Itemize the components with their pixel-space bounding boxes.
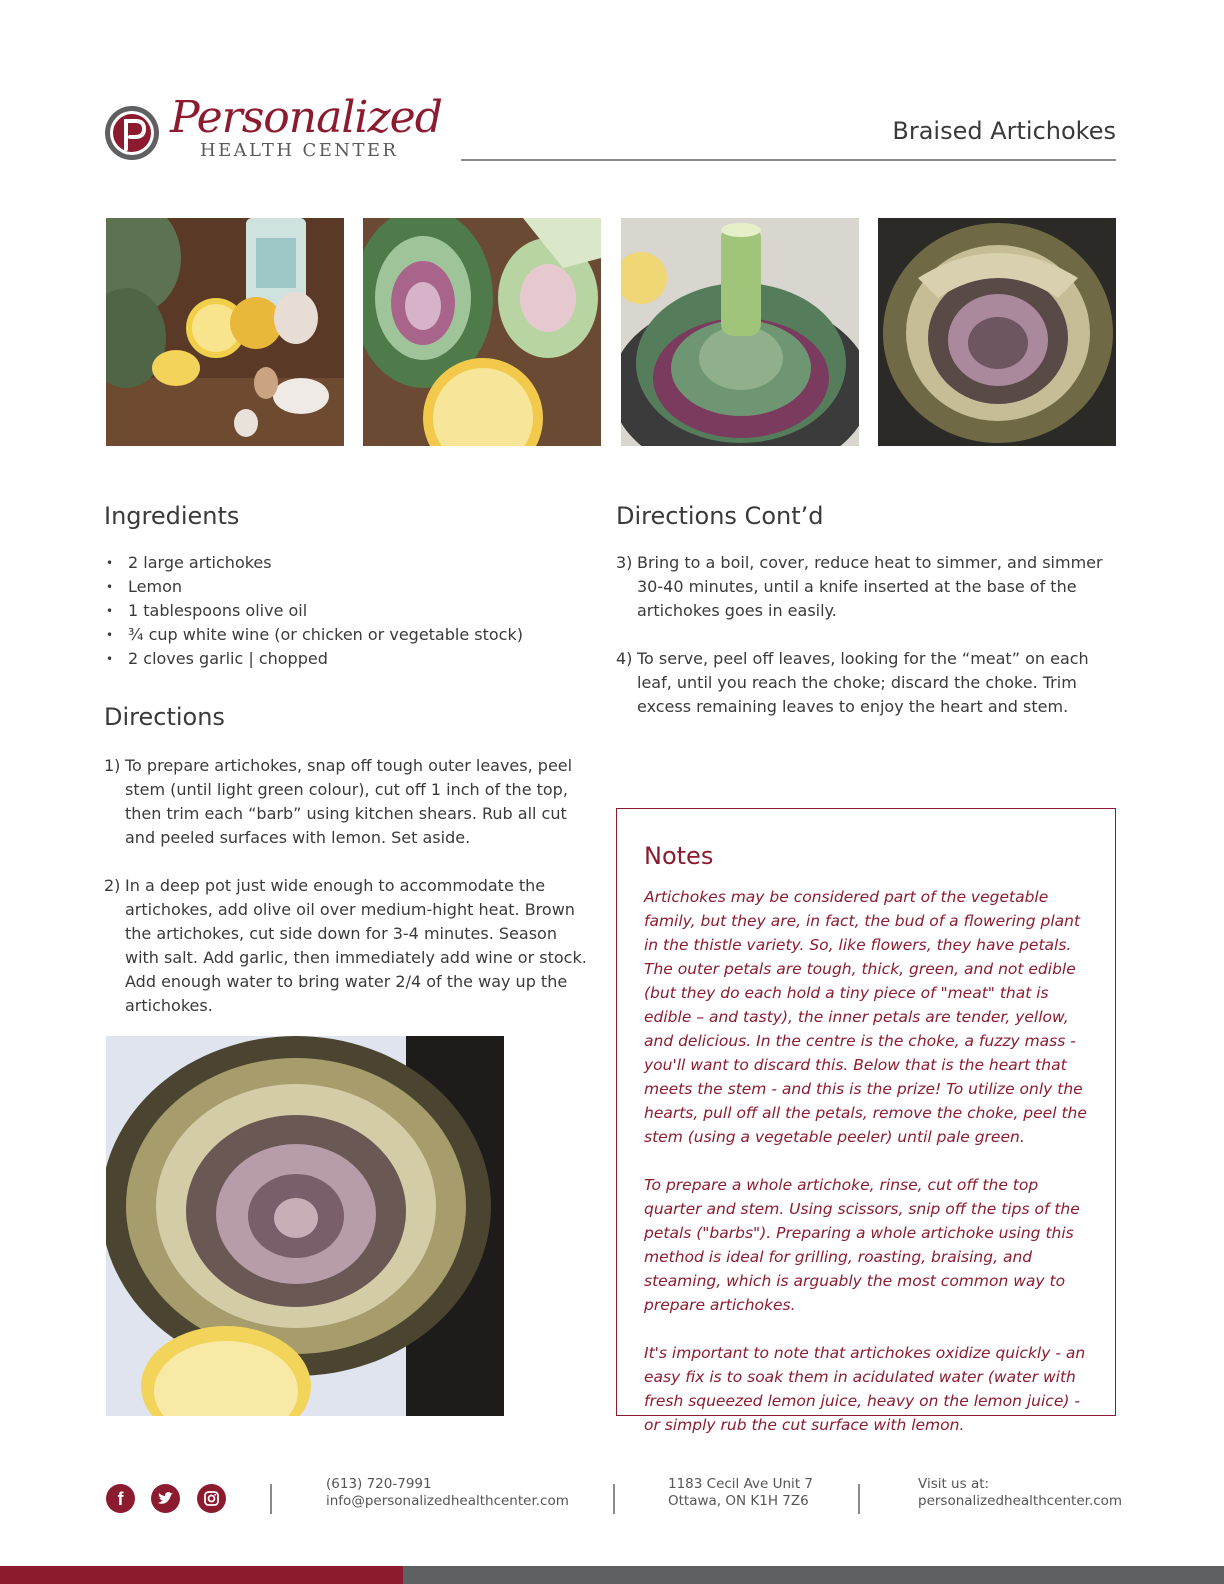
address-line-1: 1183 Cecil Ave Unit 7 [668,1476,813,1492]
footer-divider [858,1484,860,1514]
list-item: • 2 large artichokes [106,553,272,572]
instagram-icon[interactable] [197,1484,226,1513]
brand-logo [104,92,442,164]
artichoke-stem-photo [621,218,859,446]
artichokes-lemon-garlic-photo [106,218,344,446]
address-line-2: Ottawa, ON K1H 7Z6 [668,1493,809,1509]
braised-artichoke-closeup-photo [106,1036,504,1416]
twitter-icon[interactable] [151,1484,180,1513]
notes-paragraph: It's important to note that artichokes oxidize quickly - an easy fix is to soak them in acidulated water (water with fresh squeezed lemon juice, heavy on the lemon juice) - or simply rub the cut surface with lemon. [644,1344,1086,1434]
direction-step-2: 2) In a deep pot just wide enough to accommodate the artichokes, add olive oil over medium-hight heat. Brown the artichokes, cut side down for 3-4 minutes. Season with salt. Add garlic, then immediately add wine or stock. Add enough water to bring water 2/4 of the way up the artichokes. [104,876,587,1015]
directions-cont-heading: Directions Cont’d [616,502,824,530]
recipe-title: Braised Artichokes [892,117,1116,145]
trimmed-artichoke-photo [363,218,601,446]
website-link[interactable]: personalizedhealthcenter.com [918,1493,1123,1509]
p-monogram-logo-icon [104,105,160,161]
list-item: • ¾ cup white wine (or chicken or vegetable stock) [106,625,523,644]
notes-box [616,808,1116,1434]
footer-divider [613,1484,615,1514]
list-item: • 1 tablespoons olive oil [106,601,308,620]
list-item: • 2 cloves garlic | chopped [106,649,328,668]
notes-paragraph: Artichokes may be considered part of the vegetable family, but they are, in fact, the bud of a flowering plant in the thistle variety. So, like flowers, they have petals. The outer petals are tough, thick, green, and not edible (but they do each hold a tiny piece of "meat" that is edible – and tasty), the inner petals are tender, yellow, and delicious. In the centre is the choke, a fuzzy mass - you'll want to discard this. Below that is the heart that meets the stem - and this is the prize! To utilize only the hearts, pull off all the petals, remove the choke, peel the stem (using a vegetable peeler) until pale green. [644,888,1087,1146]
footer-divider [270,1484,272,1514]
notes-body [644,885,1096,1461]
facebook-icon[interactable] [106,1484,135,1513]
direction-step-4: 4) To serve, peel off leaves, looking for the “meat” on each leaf, until you reach the choke; discard the choke. Trim excess remaining leaves to enjoy the heart and stem. [616,649,1089,716]
braised-artichoke-photo [878,218,1116,446]
footer-gray-bar [403,1566,1224,1584]
notes-heading: Notes [644,842,714,870]
direction-step-1: 1) To prepare artichokes, snap off tough outer leaves, peel stem (until light green colour), cut off 1 inch of the top, then trim each “barb” using kitchen shears. Rub all cut and peeled surfaces with lemon. Set aside. [104,756,573,847]
title-divider [461,159,1116,161]
footer-accent-bar [0,1566,403,1584]
footer-address [668,1476,813,1510]
brand-subline: HEALTH CENTER [200,140,399,161]
email-link[interactable]: info@personalizedhealthcenter.com [326,1493,569,1509]
ingredients-heading: Ingredients [104,502,240,530]
direction-step-3: 3) Bring to a boil, cover, reduce heat to simmer, and simmer 30-40 minutes, until a knife inserted at the base of the artichokes goes in easily. [616,553,1103,620]
svg-text:f: f [117,1489,124,1509]
directions-heading: Directions [104,703,225,731]
ingredients-list [104,551,574,671]
list-item: • Lemon [106,577,182,596]
brand-wordmark: Personalized [170,92,442,143]
footer-contact [326,1476,569,1510]
footer-website [918,1476,1122,1510]
phone-number[interactable]: (613) 720-7991 [326,1476,432,1492]
notes-paragraph: To prepare a whole artichoke, rinse, cut off the top quarter and stem. Using scissors, snip off the tips of the petals ("barbs"). Preparing a whole artichoke using this method is ideal for grilling, roasting, braising, and steaming, which is arguably the most common way to prepare artichokes. [644,1176,1080,1314]
visit-label: Visit us at: [918,1476,990,1492]
